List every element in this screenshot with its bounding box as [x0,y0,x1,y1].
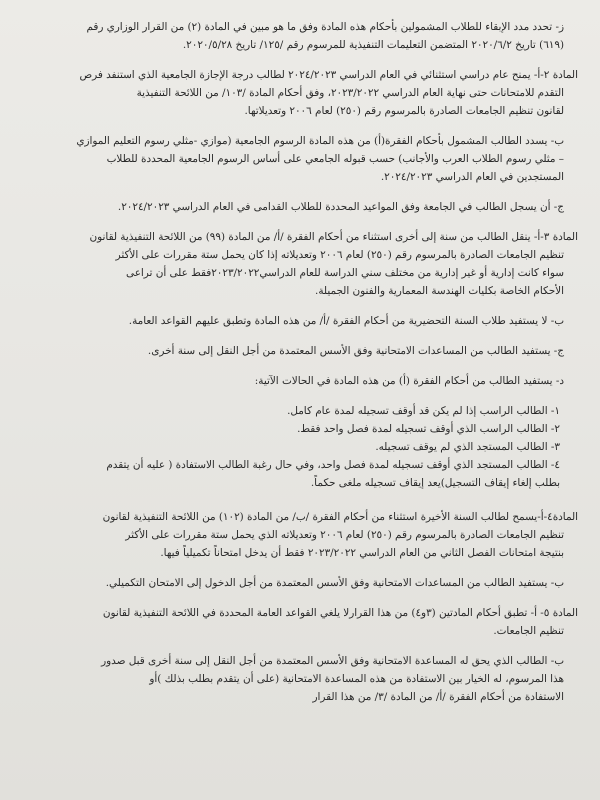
text-line: الاستفادة من أحكام الفقرة /أ/ من المادة /٣/ من هذا القرار [312,691,564,703]
text-line: ب- لا يستفيد طلاب السنة التحضيرية من أحكام الفقرة /أ/ من هذه المادة وتطبق عليهم القواعد العامة. [128,315,564,327]
text-line: تنظيم الجامعات الصادرة بالمرسوم رقم (٢٥٠) لعام ٢٠٠٦ وتعديلاته إذا كان يحمل ستة مقررات على الأكثر [115,249,564,261]
text-line: تنظيم الجامعات الصادرة بالمرسوم رقم (٢٥٠) لعام ٢٠٠٦ وتعديلاته الذي يحمل ستة مقررات على الأكثر [125,529,564,541]
paragraph-article-4b [34,574,578,592]
paragraph-article-2c [34,198,578,216]
paragraph-article-2a [34,66,578,120]
paragraph-article-3c [34,342,578,360]
text-line: – مثلي رسوم الطلاب العرب والأجانب) حسب قبوله الجامعي على أساس الرسوم الجامعية المحددة للطلاب [106,153,564,165]
text-line: ب- الطالب الذي يحق له المساعدة الامتحانية وفق الأسس المعتمدة من أجل النقل إلى سنة أخرى قبل صدور [101,655,564,667]
paragraph-z [34,18,578,54]
conditions-list [34,402,578,492]
paragraph-article-3a [34,228,578,300]
list-item: ١- الطالب الراسب إذا لم يكن قد أوقف تسجيله لمدة عام كامل. [287,405,560,417]
text-line: ز- تحدد مدد الإبقاء للطلاب المشمولين بأحكام هذه المادة وفق ما هو مبين في المادة (٢) من القرار الوزاري رقم [86,21,564,33]
text-line: الأحكام الخاصة بكليات الهندسة المعمارية والفنون الجميلة. [315,285,564,297]
text-line: ج- أن يسجل الطالب في الجامعة وفق المواعيد المحددة للطلاب القدامى في العام الدراسي ٢٠٢٤/٢٠٢٣. [117,201,564,213]
paragraph-article-3d [34,372,578,390]
list-item: بطلب إلغاء إيقاف التسجيل)يعد إيقاف تسجيله ملغى حكماً. [310,477,560,489]
paragraph-article-4a [34,508,578,562]
text-line: بنتيجة امتحانات الفصل الثاني من العام الدراسي ٢٠٢٣/٢٠٢٢ فقط أن يدخل امتحاناً تكميلياً فيها. [160,547,564,559]
text-line: ب- يستفيد الطالب من المساعدات الامتحانية وفق الأسس المعتمدة من أجل الدخول إلى الامتحان التكميلي. [105,577,564,589]
list-item: ٣- الطالب المستجد الذي لم يوقف تسجيله. [375,441,560,453]
text-line: د- يستفيد الطالب من أحكام الفقرة (أ) من هذه المادة في الحالات الآتية: [254,375,564,387]
paragraph-article-3b [34,312,578,330]
text-line: المادة ٣-أ- ينقل الطالب من سنة إلى أخرى استثناء من أحكام الفقرة /أ/ من المادة (٩٩) من اللائحة التنفيذية لقانون [89,231,578,243]
list-item: ٢- الطالب الراسب الذي أوقف تسجيله لمدة فصل واحد فقط. [297,423,560,435]
paragraph-article-2b [34,132,578,186]
text-line: (٦١٩) تاريخ ٢٠٢٠/٦/٢ المتضمن التعليمات التنفيذية للمرسوم رقم /١٢٥/ تاريخ ٢٠٢٠/٥/٢٨. [182,39,564,51]
text-line: ب- يسدد الطالب المشمول بأحكام الفقرة(أ) من هذه المادة الرسوم الجامعية (موازي -مثلي رسوم التعليم الموازي [76,135,564,147]
list-item: ٤- الطالب المستجد الذي أوقف تسجيله لمدة فصل واحد، وفي حال رغبة الطالب الاستفادة ( عليه أن يتقدم [106,459,560,471]
paragraph-article-5b [34,652,578,706]
text-line: المستجدين في العام الدراسي ٢٠٢٤/٢٠٢٣. [380,171,564,183]
text-line: التقدم للامتحانات حتى نهاية العام الدراسي ٢٠٢٣/٢٠٢٢، وفق أحكام المادة /١٠٣/ من اللائحة التنفيذية [136,87,564,99]
text-line: ج- يستفيد الطالب من المساعدات الامتحانية وفق الأسس المعتمدة من أجل النقل إلى سنة أخرى. [147,345,564,357]
text-line: المادة٤-أ-يسمح لطالب السنة الأخيرة استثناء من أحكام الفقرة /ب/ من المادة (١٠٢) من اللائحة التنفيذية لقانون [102,511,578,523]
text-line: سواء كانت إدارية أو غير إدارية من مختلف سني الدراسة للعام الدراسي٢٠٢٣/٢٠٢٢فقط على أن تراعى [126,267,564,279]
paragraph-article-5a [34,604,578,640]
text-line: المادة ٥- أ- تطبق أحكام المادتين (٣و٤) من هذا القرارلا يلغي القواعد العامة المحددة في اللائحة التنفيذية لقانون [102,607,578,619]
text-line: لقانون تنظيم الجامعات الصادرة بالمرسوم رقم (٢٥٠) لعام ٢٠٠٦ وتعديلاتها. [244,105,564,117]
text-line: المادة ٢-أ- يمنح عام دراسي استثنائي في العام الدراسي ٢٠٢٤/٢٠٢٣ لطالب درجة الإجازة الجامعية الذي استنفد فرص [79,69,578,81]
text-line: هذا المرسوم، له الخيار بين الاستفادة من هذه المساعدة الامتحانية (على أن يتقدم بطلب بذلك )أو [149,673,564,685]
text-line: تنظيم الجامعات. [493,625,564,637]
